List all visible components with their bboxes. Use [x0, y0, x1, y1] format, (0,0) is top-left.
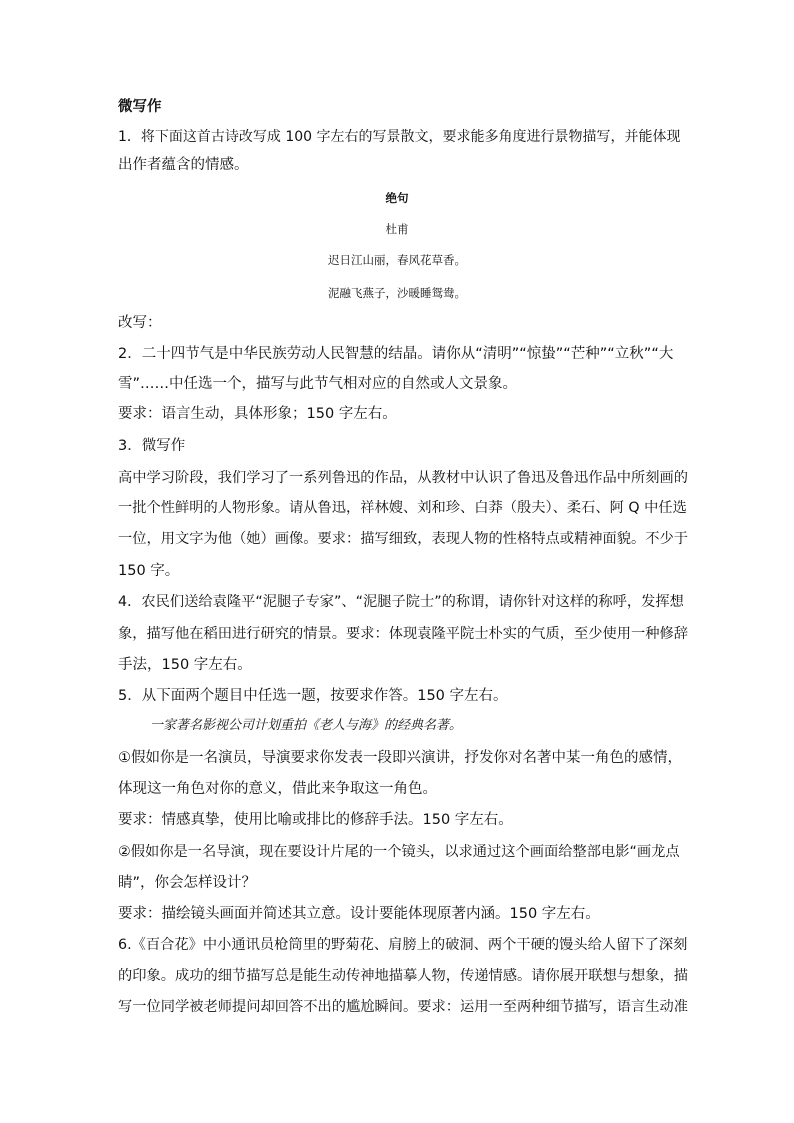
- q5-option-2-requirement: 要求：描绘镜头画面并简述其立意。设计要能体现原著内涵。150 字左右。: [118, 906, 600, 922]
- q6-line-2: 的印象。成功的细节描写总是能生动传神地描摹人物，传递情感。请你展开联想与想象，描: [118, 968, 689, 984]
- rewrite-label: 改写：: [118, 315, 162, 331]
- q5-option-2-line-2: 睛”，你会怎样设计？: [118, 875, 257, 891]
- q3-line-1: 高中学习阶段，我们学习了一系列鲁迅的作品，从教材中认识了鲁迅及鲁迅作品中所刻画的: [118, 470, 689, 486]
- q4-line-2: 象，描写他在稻田进行研究的情景。要求：体现袁隆平院士朴实的气质，至少使用一种修辞: [118, 626, 689, 642]
- q3-line-2: 一批个性鲜明的人物形象。请从鲁迅，祥林嫂、刘和珍、白莽（殷夫）、柔石、阿 Q 中任选: [118, 500, 687, 516]
- poem-author: 杜甫: [385, 222, 409, 236]
- q6-line-1: 6.《百合花》中小通讯员枪筒里的野菊花、肩膀上的破洞、两个干硬的馒头给人留下了深刻: [118, 937, 688, 953]
- q5-option-1-requirement: 要求：情感真挚，使用比喻或排比的修辞手法。150 字左右。: [118, 812, 513, 828]
- q3-line-3: 一位，用文字为他（她）画像。要求：描写细致，表现人物的性格特点或精神面貌。不少于: [118, 531, 689, 547]
- q5-line-1: 5．从下面两个题目中任选一题，按要求作答。150 字左右。: [118, 688, 508, 704]
- q3-line-4: 150 字。: [118, 563, 180, 579]
- q5-passage: 一家著名影视公司计划重拍《老人与海》的经典名著。: [150, 718, 463, 733]
- q2-line-1: 2．二十四节气是中华民族劳动人民智慧的结晶。请你从“清明”“惊蛰”“芒种”“立秋”“大: [118, 346, 674, 362]
- q4-line-1: 4．农民们送给袁隆平“泥腿子专家”、“泥腿子院士”的称谓，请你针对这样的称呼，发挥想: [118, 594, 684, 610]
- q4-line-3: 手法，150 字左右。: [118, 657, 252, 673]
- q5-option-1-line-1: ①假如你是一名演员，导演要求你发表一段即兴演讲，抒发你对名著中某一角色的感情，: [118, 750, 682, 766]
- q2-line-2: 雪”……中任选一个，描写与此节气相对应的自然或人文景象。: [118, 376, 518, 392]
- q2-requirement: 要求：语言生动，具体形象；150 字左右。: [118, 406, 397, 422]
- q5-option-1-line-2: 体现这一角色对你的意义，借此来争取这一角色。: [118, 781, 437, 797]
- q1-line-1: 1．将下面这首古诗改写成 100 字左右的写景散文，要求能多角度进行景物描写，并能体现: [118, 129, 681, 145]
- q6-line-3: 写一位同学被老师提问却回答不出的尴尬瞬间。要求：运用一至两种细节描写，语言生动准: [118, 999, 689, 1015]
- poem-verse-2: 泥融飞燕子，沙暖睡鸳鸯。: [328, 286, 466, 300]
- poem-title: 绝句: [385, 191, 409, 205]
- section-title: 微写作: [118, 99, 162, 115]
- q5-option-2-line-1: ②假如你是一名导演，现在要设计片尾的一个镜头，以求通过这个画面给整部电影“画龙点: [118, 844, 680, 860]
- q1-line-2: 出作者蕴含的情感。: [118, 157, 249, 173]
- poem-verse-1: 迟日江山丽，春风花草香。: [328, 253, 466, 267]
- q3-heading: 3．微写作: [118, 438, 186, 454]
